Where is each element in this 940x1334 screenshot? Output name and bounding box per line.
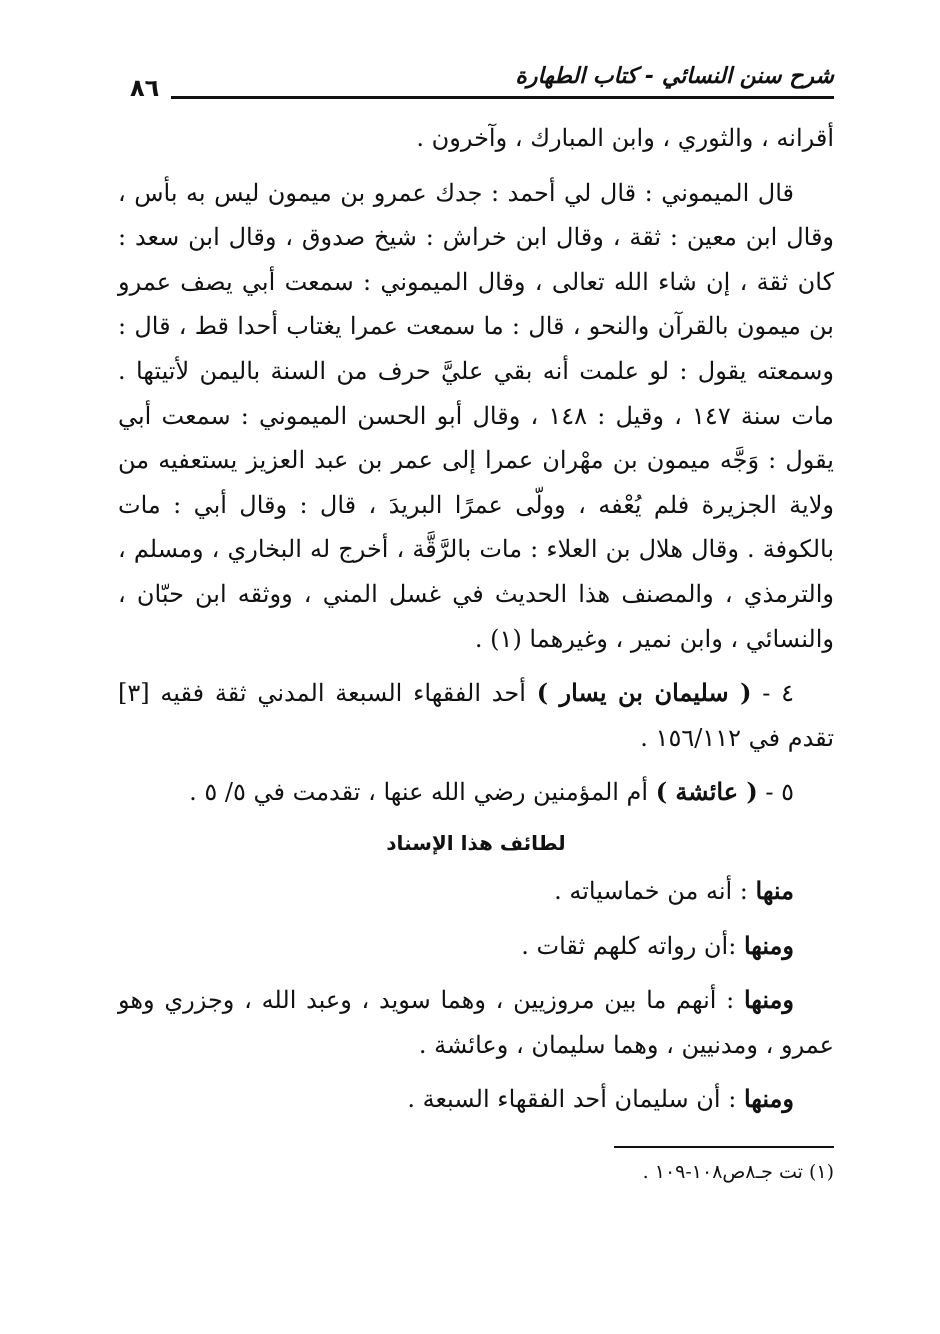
book-page [118,60,834,1300]
paragraph: أقرانه ، والثوري ، وابن المبارك ، وآخرون . [416,124,834,152]
running-title: شرح سنن النسائي - كتاب الطهارة [515,64,834,89]
header-rule [118,96,834,99]
point-item [118,1077,834,1122]
point-text: :أن رواته كلهم ثقات . [521,931,744,960]
narrator-name: ( سليمان بن يسار ) [536,678,752,708]
narrator-description: أحد الفقهاء السبعة المدني ثقة فقيه [٣] تقدم في ١٥٦/١١٢ . [118,679,834,752]
point-text: : أن سليمان أحد الفقهاء السبعة . [407,1085,744,1114]
point-text: : أنه من خماسياته . [554,876,756,905]
body-text [118,116,834,1190]
point-label: منها [755,875,794,905]
section-heading: لطائف هذا الإسناد [386,830,566,855]
narrator-description: أم المؤمنين رضي الله عنها ، تقدمت في ٥/ ٥ . [189,778,656,807]
narrator-entry [118,770,834,815]
narrator-number: ٥ - [757,778,794,807]
narrator-name: ( عائشة ) [655,777,758,807]
point-label: ومنها [743,985,794,1015]
footnote-rule [614,1146,834,1148]
paragraph: قال الميموني : قال لي أحمد : جدك عمرو بن ميمون ليس به بأس ، وقال ابن معين : ثقة ، وقال ابن خراش : شيخ صدوق ، وقال ابن سعد : كان ثقة ، إن شاء الله تعالى ، وقال الميموني : سمعت أبي يصف عمرو بن ميمون بالقرآن والنحو ، قال : ما سمعت عمرا يغتاب أحدا قط ، قال : وسمعته يقول : لو علمت أنه بقي عليَّ حرف من السنة باليمن لأتيتها . مات سنة ١٤٧ ، وقيل : ١٤٨ ، وقال أبو الحسن الميموني : سمعت أبي يقول : وَجَّه ميمون بن مهْران عمرا إلى عمر بن عبد العزيز يستعفيه من ولاية الجزيرة فلم يُعْفه ، وولّى عمرًا البريدَ ، قال : وقال أبي : مات بالكوفة . وقال هلال بن العلاء : مات بالرَّقَّة ، أخرج له البخاري ، ومسلم ، والترمذي ، والمصنف هذا الحديث في غسل المني ، ووثقه ابن حبّان ، والنسائي ، وابن نمير ، وغيرهما (١) . [118,178,835,653]
point-item [118,924,834,969]
point-label: ومنها [743,930,794,960]
point-item [118,978,834,1067]
narrator-number: ٤ - [751,679,794,708]
point-label: ومنها [743,1084,794,1114]
footnote: (١) تت جـ٨ص١٠٨-١٠٩ . [642,1160,834,1183]
point-text: : أنهم ما بين مروزيين ، وهما سويد ، وعبد الله ، وجزري وهو عمرو ، ومدنيين ، وهما سليمان ، وعائشة . [118,986,834,1059]
page-header [118,60,834,102]
point-item [118,869,834,914]
page-number: ٨٦ [118,74,171,102]
narrator-entry [118,671,834,760]
